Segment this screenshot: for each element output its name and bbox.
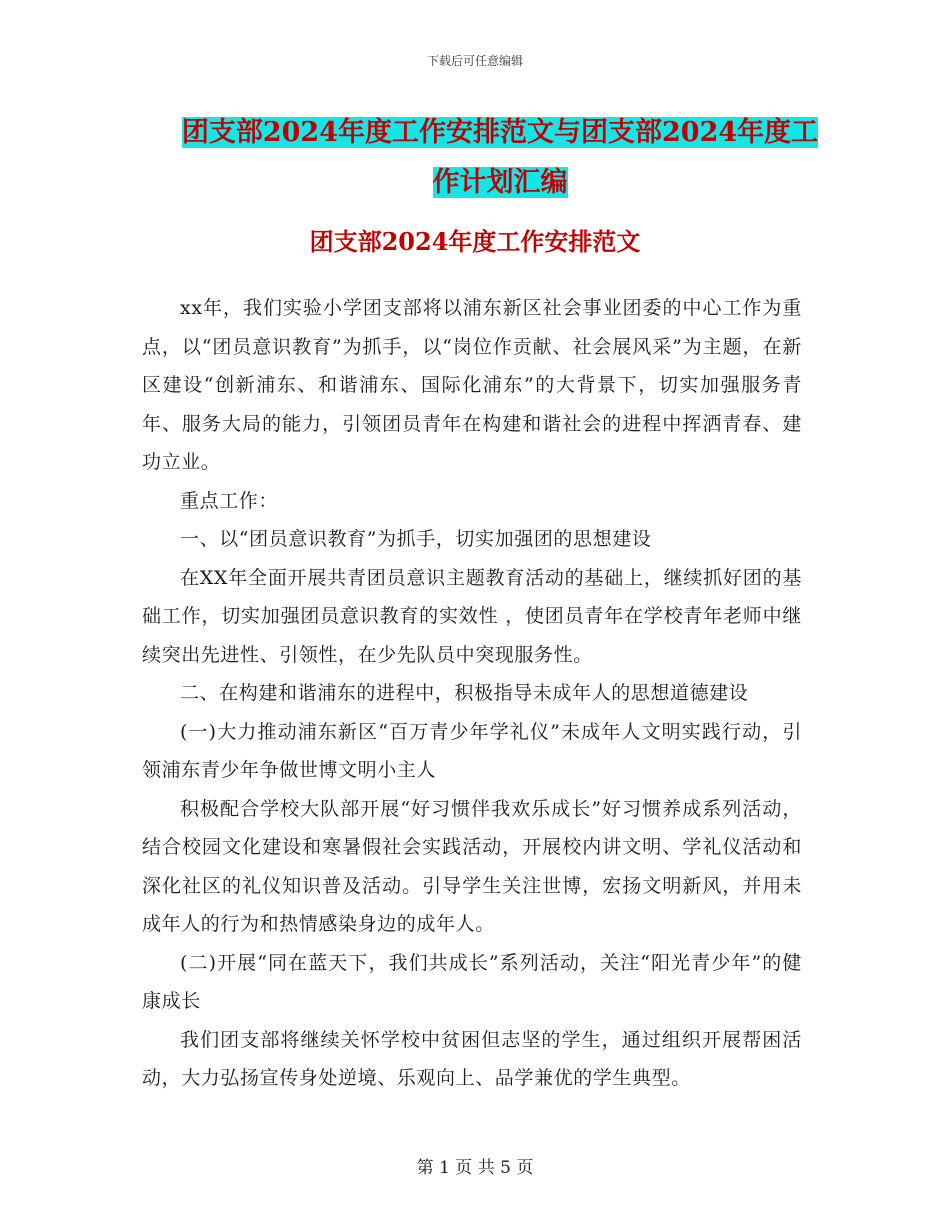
paragraph: (二)开展“同在蓝天下，我们共成长”系列活动，关注“阳光青少年”的健康成长 <box>142 951 802 1012</box>
paragraph: xx年，我们实验小学团支部将以浦东新区社会事业团委的中心工作为重点，以“团员意识教育”为抓手，以“岗位作贡献、社会展风采”为主题，在新区建设“创新浦东、和谐浦东、国际化浦东”的大背景下，切实加强服务青年、服务大局的能力，引领团员青年在构建和谐社会的进程中挥洒青春、建功立业。 <box>142 297 802 473</box>
page-header-note: 下载后可任意编辑 <box>426 54 523 68</box>
page-footer-number: 第 1 页 共 5 页 <box>416 1158 534 1178</box>
document-title-line-2: 作计划汇编 <box>432 167 568 198</box>
paragraph: 二、在构建和谐浦东的进程中，积极指导未成年人的思想道德建设 <box>180 682 749 704</box>
paragraph: 我们团支部将继续关怀学校中贫困但志坚的学生，通过组织开展帮困活动，大力弘扬宣传身处逆境、乐观向上、品学兼优的学生典型。 <box>142 1028 802 1089</box>
paragraph: 在XX年全面开展共青团员意识主题教育活动的基础上，继续抓好团的基础工作，切实加强团员意识教育的实效性 ，使团员青年在学校青年老师中继续突出先进性、引领性，在少先队员中突现服务性。 <box>142 566 802 666</box>
paragraph: 积极配合学校大队部开展“好习惯伴我欢乐成长”好习惯养成系列活动，结合校园文化建设和寒暑假社会实践活动，开展校内讲文明、学礼仪活动和深化社区的礼仪知识普及活动。引导学生关注世博，宏扬文明新风，并用未成年人的行为和热情感染身边的成年人。 <box>142 797 802 935</box>
section-heading: 团支部2024年度工作安排范文 <box>309 227 641 256</box>
paragraph: 重点工作： <box>180 489 279 512</box>
paragraph: (一)大力推动浦东新区“百万青少年学礼仪”未成年人文明实践行动，引领浦东青少年争做世博文明小主人 <box>142 720 802 781</box>
document-body <box>142 289 802 1098</box>
document-title-line-1: 团支部2024年度工作安排范文与团支部2024年度工 <box>181 117 819 148</box>
document-title <box>180 108 820 208</box>
paragraph: 一、以“团员意识教育”为抓手，切实加强团的思想建设 <box>180 528 652 550</box>
